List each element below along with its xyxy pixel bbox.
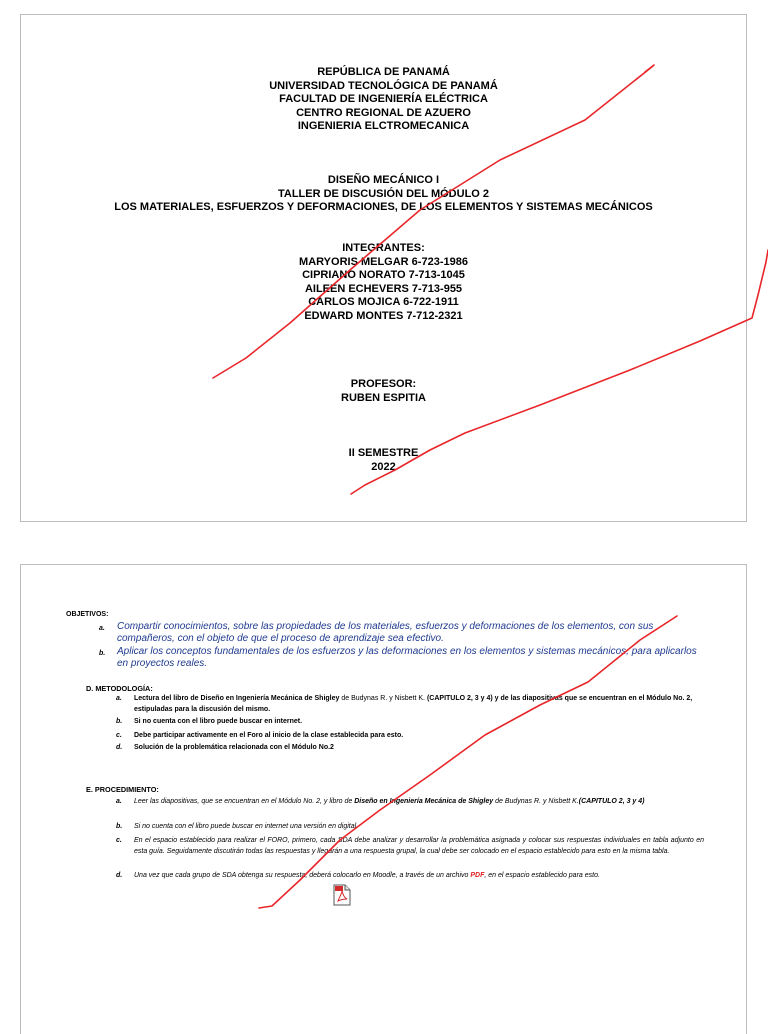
- item-marker: a.: [99, 625, 105, 632]
- semester: II SEMESTRE: [348, 447, 419, 459]
- item-marker: b.: [99, 650, 106, 657]
- method-title: D. METODOLOGÍA:: [86, 684, 153, 693]
- procedure-item: [116, 822, 704, 833]
- members-block: [21, 242, 746, 323]
- members-title: INTEGRANTES:: [342, 242, 425, 254]
- objective-text: Compartir conocimientos, sobre las propiedades de los materiales, esfuerzos y deformaciones de los elementos, con sus compañeros, con el objeto de que el proceso de aprendizaje sea efectivo.: [117, 621, 654, 644]
- objectives-title: OBJETIVOS:: [66, 611, 109, 618]
- institution-line: FACULTAD DE INGENIERÍA ELÉCTRICA: [279, 93, 488, 105]
- method-item: [116, 717, 704, 728]
- procedure-text: Leer las diapositivas, que se encuentran en el Módulo No. 2, y libro de: [134, 798, 355, 805]
- professor-title: PROFESOR:: [350, 378, 417, 390]
- professor-block: [21, 378, 746, 405]
- item-marker: a.: [116, 798, 122, 805]
- institution-block: [21, 66, 746, 134]
- institution-line: UNIVERSIDAD TECNOLÓGICA DE PANAMÁ: [269, 79, 498, 92]
- objective-text: Aplicar los conceptos fundamentales de los esfuerzos y las deformaciones en los elementos y sistemas mecánicos, para aplicarlos en proyectos reales.: [117, 646, 697, 669]
- semester-block: [21, 447, 746, 474]
- objective-item: [99, 621, 702, 644]
- member-line: CIPRIANO NORATO 7-713-1045: [302, 269, 465, 281]
- method-text: de Budynas R. y Nisbett K.: [339, 695, 427, 702]
- member-line: MARYORIS MELGAR 6-723-1986: [299, 255, 468, 268]
- procedure-text-bold: Diseño en Ingeniería Mecánica de Shigley: [354, 798, 494, 805]
- institution-line: REPÚBLICA DE PANAMÁ: [317, 66, 450, 78]
- objective-item: [99, 646, 702, 669]
- item-marker: d.: [116, 872, 123, 879]
- procedure-item: [116, 871, 704, 882]
- method-item: [116, 731, 704, 742]
- course-line: DISEÑO MECÁNICO I: [327, 174, 440, 186]
- method-text: Solución de la problemática relacionada con el Módulo No.2: [134, 744, 334, 751]
- method-text: Si no cuenta con el libro puede buscar en internet.: [134, 718, 303, 725]
- method-text: Debe participar activamente en el Foro al inicio de la clase establecida para esto.: [134, 732, 404, 739]
- course-line: LOS MATERIALES, ESFUERZOS Y DEFORMACIONES, DE LOS ELEMENTOS Y SISTEMAS MECÁNICOS: [114, 201, 653, 213]
- item-marker: c.: [116, 837, 122, 844]
- item-marker: c.: [116, 732, 122, 739]
- procedure-text: Una vez que cada grupo de SDA obtenga su respuesta, deberá colocarlo en Moodle, a través de un archivo: [134, 872, 471, 879]
- member-line: CARLOS MOJICA 6-722-1911: [308, 296, 459, 308]
- procedure-text: , en el espacio establecido para esto.: [484, 872, 600, 879]
- procedure-text: En el espacio establecido para realizar el FORO, primero, cada SDA debe analizar y desarrollar la problemática asignada y colocar sus respuestas individuales en tabla adjunto en esta guía. Seguidamente discutirán todas las respuestas y llegarán a una respuesta grupal, la cual debe ser colocado en el espacio establecido para esto en la misma tabla.: [134, 837, 704, 855]
- method-item: [116, 694, 704, 715]
- item-marker: d.: [116, 744, 123, 751]
- course-line: TALLER DE DISCUSIÓN DEL MÓDULO 2: [277, 187, 490, 200]
- procedure-text: de Budynas R. y Nisbett K.: [493, 798, 579, 805]
- procedure-item: [116, 797, 704, 808]
- procedure-item: [116, 836, 704, 857]
- method-item: [116, 743, 704, 754]
- professor-name: RUBEN ESPITIA: [341, 391, 426, 404]
- item-marker: b.: [116, 718, 123, 725]
- pdf-file-icon[interactable]: [333, 884, 351, 906]
- procedure-title: E. PROCEDIMIENTO:: [86, 785, 159, 794]
- cover-page: [20, 14, 747, 522]
- course-block: [21, 174, 746, 215]
- member-line: AILEEN ECHEVERS 7-713-955: [304, 282, 463, 295]
- method-text-bold: Lectura del libro de Diseño en Ingeniería Mecánica de Shigley: [134, 695, 340, 702]
- item-marker: b.: [116, 823, 123, 830]
- year: 2022: [371, 460, 396, 473]
- member-line: EDWARD MONTES 7-712-2321: [304, 309, 463, 322]
- method-text-bold: (CAPITULO 2, 3 y 4) y de las diapositivas que se encuentran en el Módulo No. 2, estipuladas para la discusión del mismo.: [134, 695, 693, 713]
- item-marker: a.: [116, 695, 122, 702]
- procedure-text: Si no cuenta con el libro puede buscar en internet una versión en digital.: [134, 823, 359, 830]
- institution-line: CENTRO REGIONAL DE AZUERO: [296, 106, 471, 119]
- procedure-text-bold: (CAPITULO 2, 3 y 4): [578, 798, 645, 805]
- institution-line: INGENIERIA ELCTROMECANICA: [297, 120, 470, 132]
- pdf-label: PDF: [470, 872, 485, 879]
